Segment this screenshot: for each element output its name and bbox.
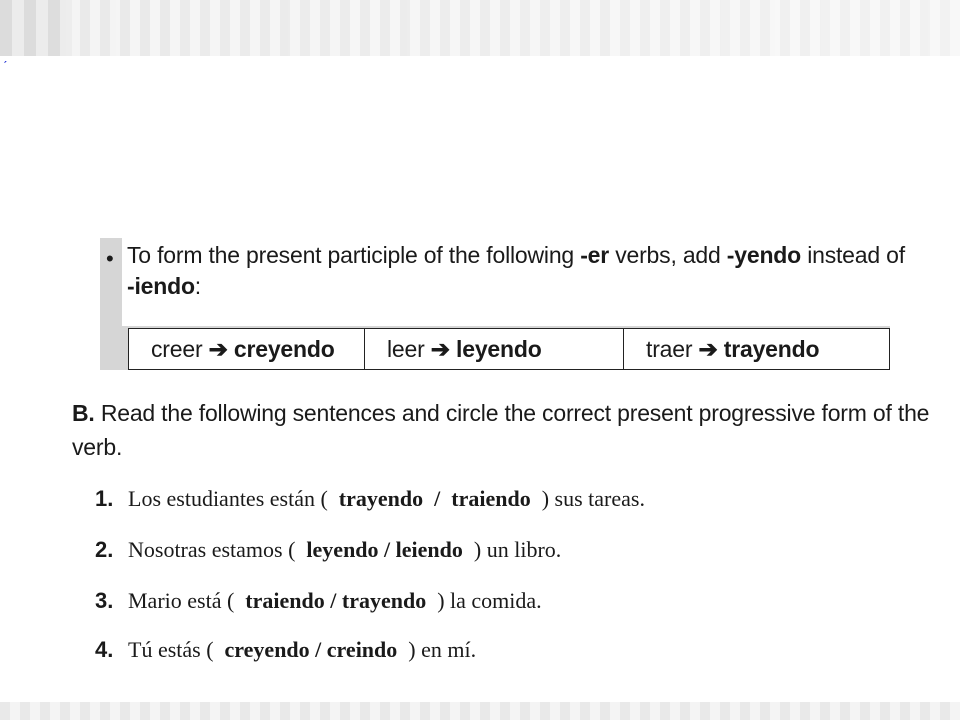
option-separator: / — [434, 486, 441, 511]
sentence-end: ) sus tareas. — [541, 486, 645, 511]
sentence-start: Nosotras estamos ( — [128, 537, 296, 562]
option-2[interactable]: creindo — [326, 637, 398, 662]
table-cell — [624, 329, 890, 370]
top-decorative-strip — [0, 0, 960, 56]
participle: creyendo — [233, 335, 335, 362]
arrow-icon: ➔ — [208, 335, 228, 362]
sentence-start: Tú estás ( — [128, 637, 214, 662]
infinitive: creer — [151, 335, 203, 362]
exercise-item — [95, 588, 915, 614]
table-cell — [129, 329, 365, 370]
rule-er: -er — [580, 242, 610, 268]
sentence-start: Los estudiantes están ( — [128, 486, 328, 511]
exercise-item — [95, 537, 915, 563]
section-letter: B. — [72, 400, 95, 426]
arrow-icon: ➔ — [430, 335, 450, 362]
option-separator: / — [384, 537, 391, 562]
arrow-icon: ➔ — [698, 335, 718, 362]
exercise-number: 3. — [95, 588, 114, 613]
rule-text — [127, 240, 907, 302]
option-1[interactable]: trayendo — [338, 486, 424, 511]
option-1[interactable]: creyendo — [224, 637, 310, 662]
option-2[interactable]: traiendo — [451, 486, 531, 511]
participle: trayendo — [723, 335, 820, 362]
participle-table — [128, 328, 890, 370]
sentence-end: ) en mí. — [408, 637, 477, 662]
participle: leyendo — [456, 335, 542, 362]
option-1[interactable]: traiendo — [245, 588, 325, 613]
exercise-item — [95, 637, 915, 663]
exercise-item — [95, 486, 915, 512]
bullet-dot-icon: • — [106, 246, 114, 271]
sentence-end: ) un libro. — [473, 537, 562, 562]
sentence-start: Mario está ( — [128, 588, 235, 613]
option-separator: / — [330, 588, 337, 613]
infinitive: traer — [646, 335, 693, 362]
rule-yendo: -yendo — [726, 242, 801, 268]
section-b-instruction — [72, 396, 932, 464]
rule-text-part: To form the present participle of the following — [127, 242, 581, 268]
infinitive: leer — [387, 335, 425, 362]
option-1[interactable]: leyendo — [306, 537, 379, 562]
rule-iendo: -iendo — [127, 273, 195, 299]
exercise-number: 1. — [95, 486, 114, 511]
exercise-number: 2. — [95, 537, 114, 562]
table-cell — [365, 329, 624, 370]
rule-colon: : — [194, 273, 201, 299]
option-separator: / — [315, 637, 322, 662]
instruction-text: Read the following sentences and circle the correct present progressive form of the verb. — [72, 400, 930, 460]
table-row — [129, 329, 890, 370]
option-2[interactable]: trayendo — [341, 588, 427, 613]
sentence-end: ) la comida. — [437, 588, 542, 613]
rule-text-part: instead of — [801, 242, 905, 268]
rule-text-part: verbs, add — [609, 242, 727, 268]
exercise-number: 4. — [95, 637, 114, 662]
tick-mark-icon: ˊ — [2, 58, 7, 74]
bottom-decorative-strip — [0, 702, 960, 720]
option-2[interactable]: leiendo — [395, 537, 463, 562]
